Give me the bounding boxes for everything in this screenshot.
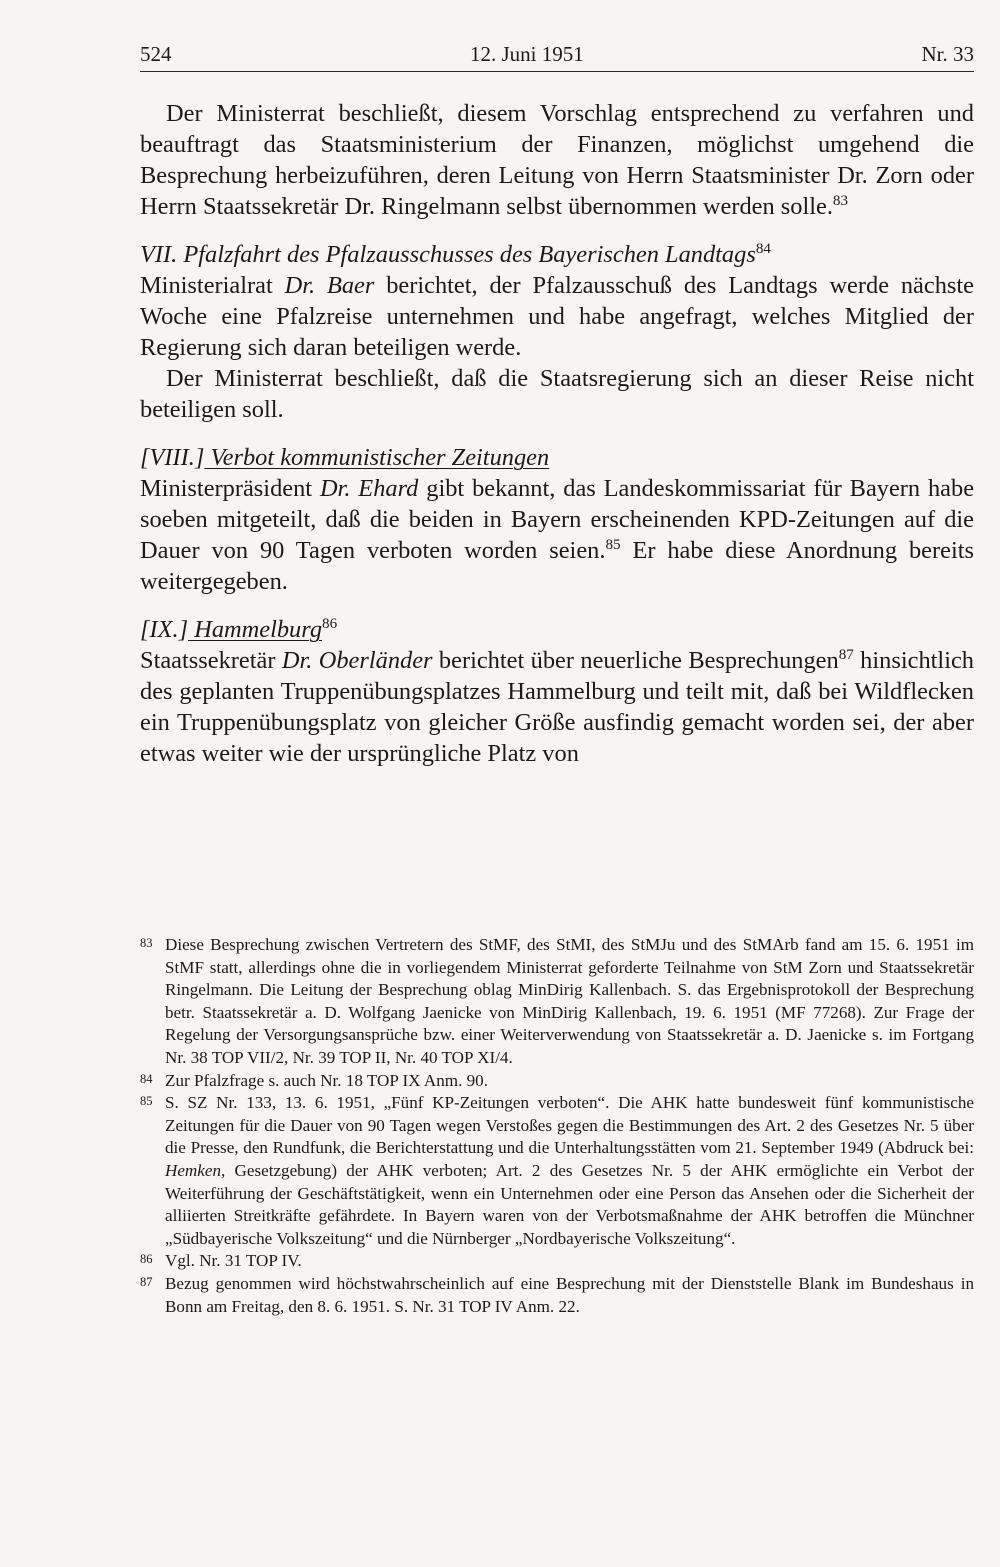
footnote-number: 83 [140,936,153,950]
section-vii-heading: VII. Pfalzfahrt des Pfalzausschusses des Bayerischen Landtags$^{84}$ [140,240,771,268]
footnote-number: 87 [140,1274,153,1289]
paragraph-decision-2: Der Ministerrat beschließt, daß die Staatsregierung sich an dieser Reise nicht beteiligen soll. [140,365,974,423]
page-number: 524 [140,42,172,66]
footnote-84: 84 Zur Pfalzfrage s. auch Nr. 18 TOP IX Anm. 90. [140,1070,974,1093]
footnote-83: 83 Diese Besprechung zwischen Vertretern des StMF, des StMI, des StMJu und des StMArb fand am 15. 6. 1951 im StMF statt, allerdings ohne die in vorliegendem Ministerrat geforderte Teilnahme von StM Zorn und Staatssekretär Ringelmann. Die Leitung der Besprechung oblag MinDirig Kallenbach. S. das Ergebnisprotokoll der Besprechung betr. Staatssekretär a. D. Wolfgang Jaenicke von MinDirig Kallenbach, 19. 6. 1951 (MF 77268). Zur Frage der Regelung der Versorgungsansprüche bzw. einer Weiterverwendung von Staatssekretär a. D. Jaenicke s. im Fortgang Nr. 38 TOP VII/2, Nr. 39 TOP II, Nr. 40 TOP XI/4. [140,934,974,1070]
header-date: 12. Juni 1951 [470,42,584,66]
footnote-number: 86 [140,1252,153,1267]
header-rule [140,71,974,72]
footnote-ref-83[interactable]: 83 [832,192,849,209]
speaker-name: Dr. Baer [284,272,375,299]
footnote-ref-84[interactable]: 84 [755,240,771,257]
footnote-number: 85 [140,1094,153,1109]
footnote-ref-87[interactable]: 87 [838,646,854,663]
footnotes [140,934,974,1318]
paragraph-decision-1: Der Ministerrat beschließt, diesem Vorschlag entsprechend zu verfahren und beauftragt das Staatsministerium der Finanzen, möglichst umgehend die Besprechung herbeizuführen, deren Leitung von Herrn Staatsminister Dr. Zorn oder Herrn Staatssekretär Dr. Ringelmann selbst übernommen werden solle.$^{83}$ [140,100,974,220]
speaker-name: Dr. Ehard [319,475,419,502]
section-ix-heading: [IX.] Hammelburg$^{86}$ [140,615,338,643]
section-viii-heading: [VIII.] Verbot kommunistischer Zeitungen [140,444,550,471]
footnote-87: 87 Bezug genommen wird höchstwahrscheinlich auf eine Besprechung mit der Dienststelle Blank im Bundeshaus in Bonn am Freitag, den 8. 6. 1951. S. Nr. 31 TOP IV Anm. 22. [140,1273,974,1318]
footnote-85: 85 S. SZ Nr. 133, 13. 6. 1951, „Fünf KP-Zeitungen verboten“. Die AHK hatte bundesweit fünf kommunistische Zeitungen für die Dauer von 90 Tagen wegen Verstoßes gegen die Bestimmungen des Art. 2 des Gesetzes Nr. 5 über die Presse, den Rundfunk, die Berichterstattung und die Unterhaltungsstätten vom 21. September 1949 (Abdruck bei: Hemken, Gesetzgebung) der AHK verboten; Art. 2 des Gesetzes Nr. 5 der AHK ermöglichte ein Verbot der Weiterführung der Geschäftstätigkeit, wenn ein Unternehmen oder eine Person das Ansehen oder die Sicherheit der alliierten Streitkräfte gefährdete. In Bayern waren von der Verbotsmaßnahme der AHK betroffen die Münchner „Südbayerische Volkszeitung“ und die Nürnberger „Nordbayerische Volkszeitung“. [140,1092,974,1250]
main-text [140,98,974,769]
paragraph-baer-report: Ministerialrat Dr. Baer berichtet, der Pfalzausschuß des Landtags werde nächste Woche eine Pfalzreise unternehmen und habe angefragt, welches Mitglied der Regierung sich daran beteiligen werde. [140,272,975,361]
speaker-name: Dr. Oberländer [281,647,433,674]
issue-number: Nr. 33 [921,42,974,66]
footnote-ref-85[interactable]: 85 [605,536,621,553]
footnote-number: 84 [140,1071,153,1086]
paragraph-oberlaender-report: Staatssekretär Dr. Oberländer berichtet über neuerliche Besprechungen$^{87}$ hinsichtlich des geplanten Truppenübungsplatzes Hammelburg und teilt mit, daß bei Wildflecken ein Truppenübungsplatz von gleicher Größe ausfindig gemacht worden sei, der aber etwas weiter wie der ursprüngliche Platz von [140,646,974,767]
footnote-ref-86[interactable]: 86 [322,615,338,632]
footnote-86: 86 Vgl. Nr. 31 TOP IV. [140,1250,974,1273]
paragraph-ehard-report: Ministerpräsident Dr. Ehard gibt bekannt, das Landeskommissariat für Bayern habe soeben mitgeteilt, daß die beiden in Bayern erscheinenden KPD-Zeitungen auf die Dauer von 90 Tagen verboten worden seien.$^{85}$ Er habe diese Anordnung bereits weitergegeben. [140,475,975,595]
